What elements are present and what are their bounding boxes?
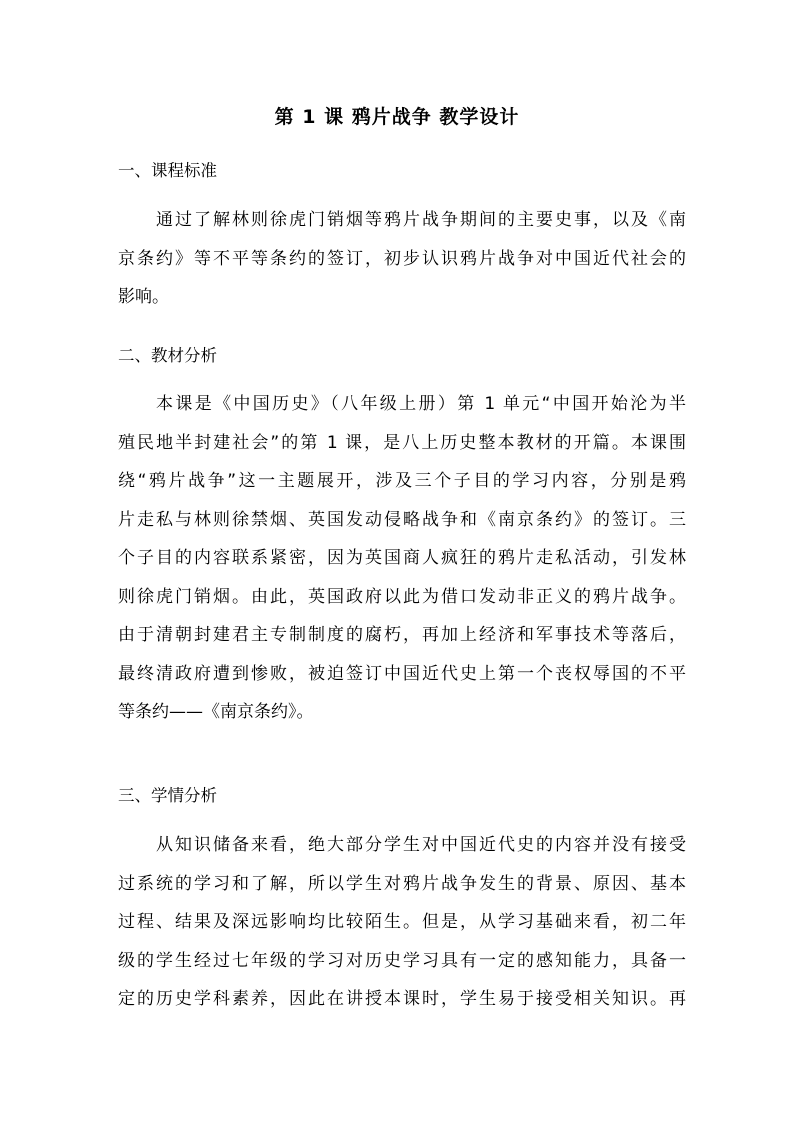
paragraph-line: 从知识储备来看，绝大部分学生对中国近代史的内容并没有接受 (156, 835, 686, 855)
document-title: 第 1 课 鸦片战争 教学设计 (274, 106, 520, 128)
section-heading-student-analysis: 三、学情分析 (118, 786, 217, 805)
paragraph-line: 定的历史学科素养，因此在讲授本课时，学生易于接受相关知识。再 (118, 989, 686, 1009)
paragraph-line: 通过了解林则徐虎门销烟等鸦片战争期间的主要史事，以及《南 (156, 210, 686, 230)
section-paragraph-student-analysis (118, 826, 686, 1019)
paragraph-line: 过程、结果及深远影响均比较陌生。但是，从学习基础来看，初二年 (118, 912, 686, 932)
paragraph-line: 个子目的内容联系紧密，因为英国商人疯狂的鸦片走私活动，引发林 (118, 548, 686, 568)
paragraph-line: 则徐虎门销烟。由此，英国政府以此为借口发动非正义的鸦片战争。 (118, 586, 686, 607)
paragraph-line: 京条约》等不平等条约的签订，初步认识鸦片战争对中国近代社会的 (118, 248, 686, 269)
paragraph-line: 过系统的学习和了解，所以学生对鸦片战争发生的背景、原因、基本 (118, 873, 686, 894)
paragraph-line: 最终清政府遭到惨败，被迫签订中国近代史上第一个丧权辱国的不平 (118, 663, 686, 684)
section-heading-curriculum-standard: 一、课程标准 (118, 161, 217, 180)
paragraph-line: 片走私与林则徐禁烟、英国发动侵略战争和《南京条约》的签订。三 (118, 509, 686, 530)
paragraph-line: 由于清朝封建君主专制制度的腐朽，再加上经济和军事技术等落后， (118, 625, 686, 645)
paragraph-line: 殖民地半封建社会”的第 1 课，是八上历史整本教材的开篇。本课围 (118, 432, 686, 453)
paragraph-line: 影响。 (118, 287, 169, 307)
paragraph-line: 级的学生经过七年级的学习对历史学习具有一定的感知能力，具备一 (118, 950, 686, 971)
section-heading-textbook-analysis: 二、教材分析 (118, 346, 217, 365)
paragraph-line: 等条约——《南京条约》。 (118, 702, 314, 722)
section-paragraph-curriculum-standard (118, 201, 686, 317)
paragraph-line: 本课是《中国历史》（八年级上册）第 1 单元“中国开始沦为半 (156, 394, 686, 414)
section-paragraph-textbook-analysis (118, 385, 686, 732)
paragraph-line: 绕“鸦片战争”这一主题展开，涉及三个子目的学习内容，分别是鸦 (118, 471, 686, 491)
